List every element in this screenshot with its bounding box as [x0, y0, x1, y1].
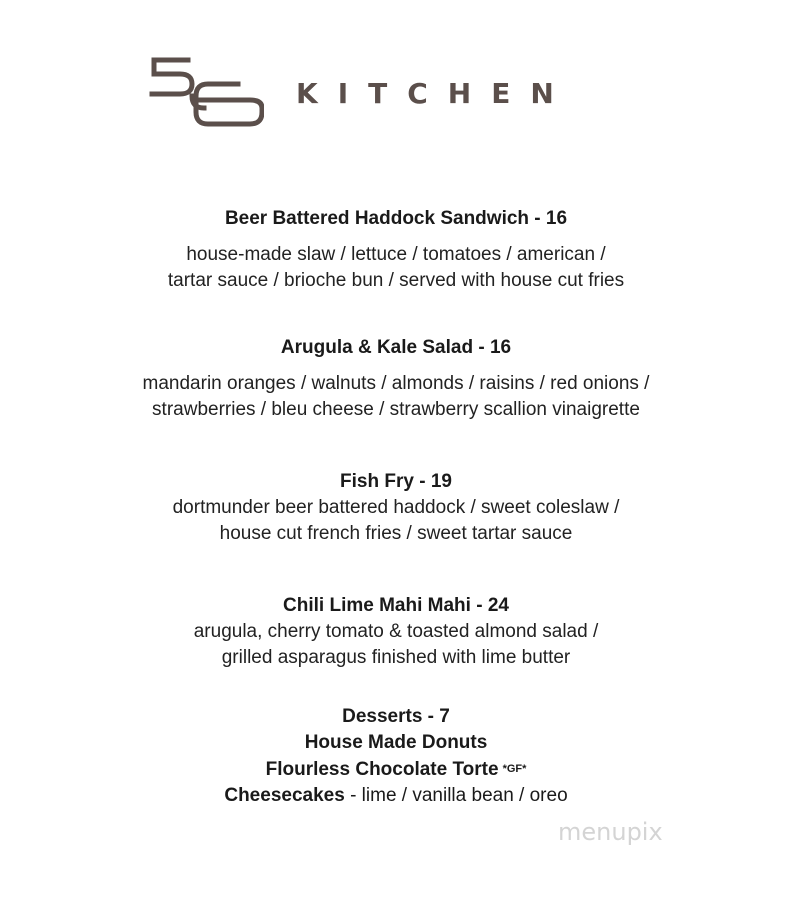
desserts-title: Desserts - 7: [342, 706, 450, 727]
dessert-donuts: House Made Donuts: [304, 732, 488, 753]
header: [140, 52, 660, 132]
item-price: 24: [487, 595, 509, 616]
dessert-cheesecakes: Cheesecakes - lime / vanilla bean / oreo: [224, 785, 568, 806]
item-description-line: dortmunder beer battered haddock / sweet coleslaw /: [172, 497, 620, 518]
item-title: Fish Fry - 19: [340, 471, 452, 492]
item-description-line: tartar sauce / brioche bun / served with house cut fries: [167, 270, 625, 291]
item-description-line: grilled asparagus finished with lime butter: [221, 647, 571, 668]
56-monogram-logo-icon: [146, 56, 264, 128]
item-name: Beer Battered Haddock Sandwich: [224, 208, 530, 229]
item-description-line: strawberries / bleu cheese / strawberry scallion vinaigrette: [152, 399, 640, 420]
item-price: 19: [430, 471, 452, 492]
item-name: Arugula & Kale Salad: [280, 337, 474, 358]
item-description-line: house-made slaw / lettuce / tomatoes / american /: [186, 244, 606, 265]
item-price: 7: [439, 706, 450, 727]
item-description-line: house cut french fries / sweet tartar sauce: [219, 523, 573, 544]
item-description-line: mandarin oranges / walnuts / almonds / raisins / red onions /: [142, 373, 650, 394]
menu-item: [0, 335, 792, 423]
cheesecake-flavors: - lime / vanilla bean / oreo: [350, 785, 568, 806]
item-price: 16: [489, 337, 512, 358]
dessert-torte: Flourless Chocolate Torte *GF*: [265, 759, 527, 780]
item-name: Chili Lime Mahi Mahi: [283, 595, 471, 616]
menu-item: [0, 593, 792, 671]
menu-item: [0, 469, 792, 547]
item-title: Beer Battered Haddock Sandwich - 16: [224, 208, 568, 229]
menu-item: [0, 206, 792, 294]
gluten-free-tag: *GF*: [502, 763, 527, 775]
brand-name: KITCHEN: [296, 77, 574, 110]
watermark: menupix: [558, 818, 663, 846]
item-description-line: arugula, cherry tomato & toasted almond salad /: [193, 621, 599, 642]
desserts-section: [0, 704, 792, 809]
item-price: 16: [545, 208, 568, 229]
item-title: Chili Lime Mahi Mahi - 24: [283, 595, 509, 616]
item-title: Arugula & Kale Salad - 16: [280, 337, 512, 358]
menu: [0, 206, 792, 809]
item-name: Fish Fry: [340, 471, 414, 492]
